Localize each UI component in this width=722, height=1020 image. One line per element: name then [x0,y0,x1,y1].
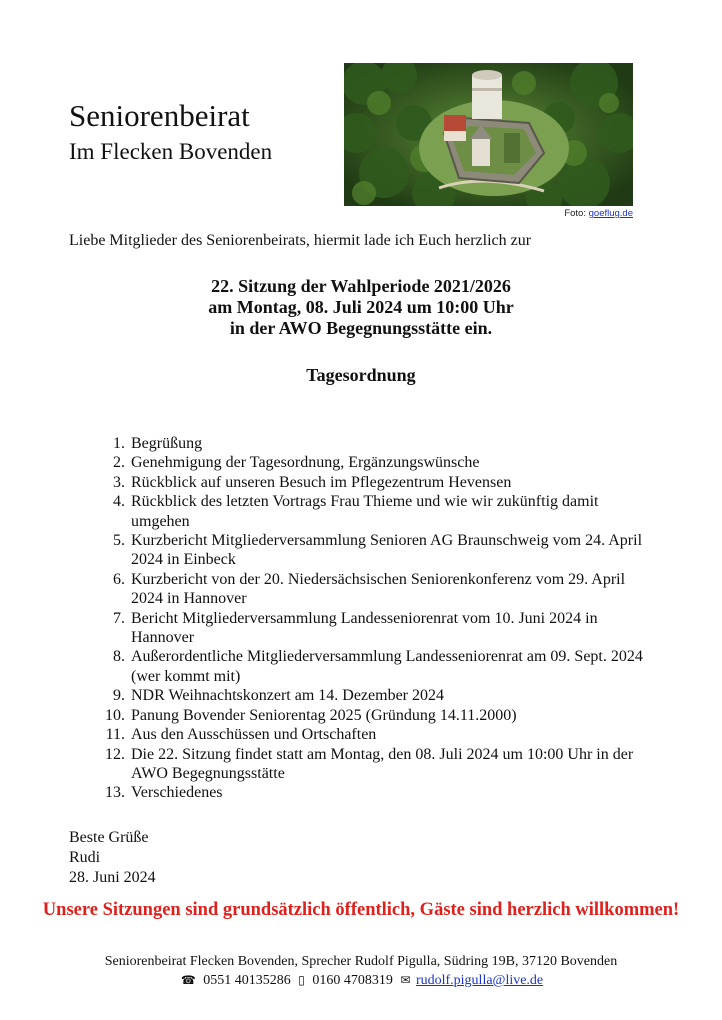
castle-photo-illustration [344,63,633,206]
agenda-item [89,492,649,531]
footer-mobile: 0160 4708319 [312,973,393,988]
agenda-item-text: Außerordentliche Mitgliederversammlung Landesseniorenrat am 09. Sept. 2024 (wer kommt mit) [131,648,643,685]
footer-address: Seniorenbeirat Flecken Bovenden, Sprecher Rudolf Pigulla, Südring 19B, 37120 Bovenden [104,954,618,969]
agenda-item [89,453,649,472]
closing-name: Rudi [69,849,101,866]
agenda-item [89,686,649,705]
photo-credit-link[interactable]: goeflug.de [588,208,633,219]
agenda-heading: Tagesordnung [306,365,416,385]
footer-email-link[interactable]: rudolf.pigulla@live.de [415,973,544,988]
agenda-item-number: 11. [105,726,125,744]
agenda-item [89,570,649,609]
castle-aerial-photo [344,63,633,206]
mobile-phone-icon: ▯ [298,973,305,987]
agenda-item-number: 3. [113,473,125,491]
agenda-item-text: Kurzbericht Mitgliederversammlung Senioren AG Braunschweig vom 24. April 2024 in Einbeck [131,532,643,569]
photo-credit [564,208,633,219]
agenda-item-number: 12. [105,745,125,763]
footer [0,953,722,990]
agenda-item-text: Rückblick des letzten Vortrags Frau Thieme und wie wir zukünftig damit umgehen [131,493,599,530]
agenda-item-number: 8. [113,648,125,666]
envelope-icon: ✉ [400,973,411,987]
agenda-item-number: 2. [113,454,125,472]
invitation-block [0,276,722,339]
agenda-item-text: NDR Weihnachtskonzert am 14. Dezember 2024 [131,687,444,705]
agenda-item [89,745,649,784]
agenda-item-number: 7. [113,609,125,627]
agenda-item-number: 4. [113,493,125,511]
agenda-item-text: Begrüßung [131,435,203,452]
agenda-item-text: Verschiedenes [131,784,223,802]
agenda-item-text: Kurzbericht von der 20. Niedersächsischen Seniorenkonferenz vom 29. April 2024 in Hannover [131,570,626,608]
agenda-item [89,473,649,492]
footer-contact [0,971,722,990]
agenda-item [89,434,649,453]
agenda-item-number: 10. [105,706,125,724]
intro-text: Liebe Mitglieder des Seniorenbeirats, hiermit lade ich Euch herzlich zur [69,232,532,249]
agenda-item-number: 9. [113,687,125,705]
telephone-icon: ☎ [180,973,196,987]
agenda-item [89,783,649,802]
agenda-item-number: 6. [113,570,125,588]
agenda-item-text: Rückblick auf unseren Besuch im Pflegezentrum Hevensen [131,473,512,491]
photo-credit-prefix: Foto: [564,208,586,219]
agenda-item [89,609,649,648]
footer-phone: 0551 40135286 [203,973,291,988]
invitation-line-1: 22. Sitzung der Wahlperiode 2021/2026 [211,276,511,296]
organization-title: Seniorenbeirat [69,98,250,133]
closing-date: 28. Juni 2024 [69,869,156,886]
agenda-item [89,706,649,725]
agenda-item-text: Bericht Mitgliederversammlung Landesseniorenrat vom 10. Juni 2024 in Hannover [131,609,598,647]
agenda-item-number: 5. [113,532,125,550]
agenda-item-number: 13. [105,784,125,802]
agenda-list [89,434,649,803]
closing-block [69,828,156,888]
organization-subtitle: Im Flecken Bovenden [69,139,273,164]
agenda-item [89,531,649,570]
agenda-item-text: Aus den Ausschüssen und Ortschaften [131,726,377,744]
public-meeting-notice: Unsere Sitzungen sind grundsätzlich öffentlich, Gäste sind herzlich willkommen! [42,900,680,920]
closing-greeting: Beste Grüße [69,829,149,846]
agenda-item-text: Genehmigung der Tagesordnung, Ergänzungswünsche [131,454,480,472]
agenda-item-text: Die 22. Sitzung findet statt am Montag, den 08. Juli 2024 um 10:00 Uhr in der AWO Begegnungsstätte [131,745,634,782]
agenda-item-text: Panung Bovender Seniorentag 2025 (Gründung 14.11.2000) [131,706,517,724]
agenda-item [89,725,649,744]
agenda-item [89,647,649,686]
invitation-line-3: in der AWO Begegnungsstätte ein. [229,318,493,338]
invitation-line-2: am Montag, 08. Juli 2024 um 10:00 Uhr [208,297,514,317]
agenda-item-number: 1. [113,435,125,452]
